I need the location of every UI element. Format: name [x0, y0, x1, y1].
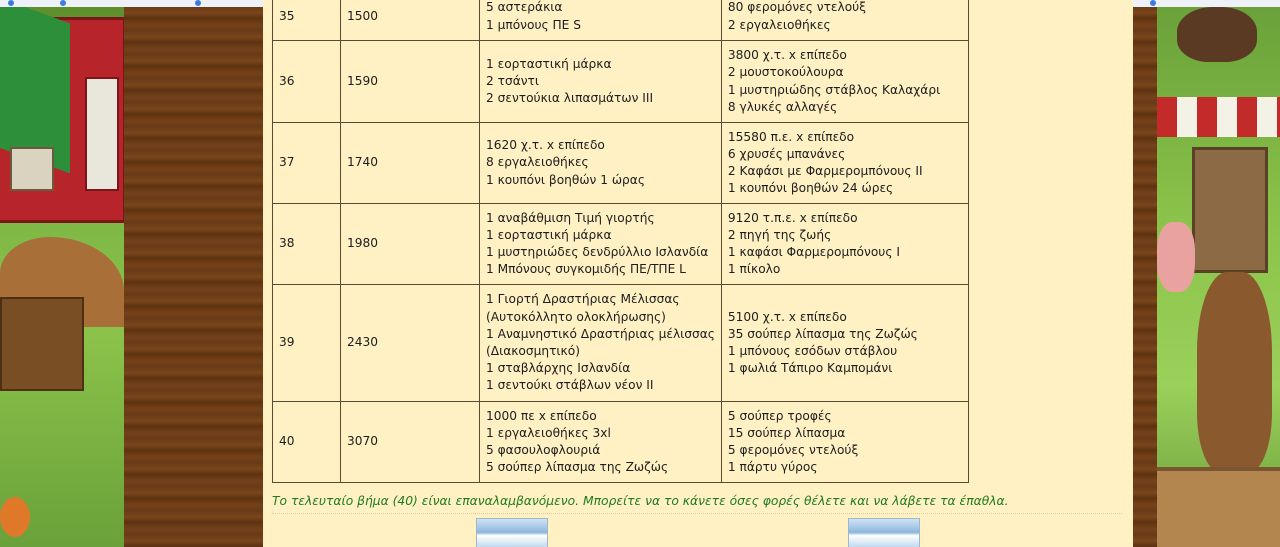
mountain-thumbnail[interactable]: [848, 518, 920, 547]
reward-item: 15 σούπερ λίπασμα: [727, 425, 846, 440]
table-row: [273, 0, 969, 41]
repeat-note: Το τελευταίο βήμα (40) είναι επαναλαμβανόμενο. Μπορείτε να το κάνετε όσες φορές θέλετε και να λάβετε τα έπαθλα.: [272, 494, 1009, 508]
table-row: [273, 41, 969, 123]
reward-item: 35 σούπερ λίπασμα της Ζωζώς: [727, 326, 918, 341]
reward-item: 2 Καφάσι με Φαρμερομπόνους ΙΙ: [727, 164, 923, 178]
cost-cell: [480, 402, 722, 483]
cost-item: 1 Μπόνους συγκομιδής ΠΕ/ΤΠΕ L: [486, 262, 686, 277]
reward-item: 1 κουπόνι βοηθών 24 ώρες: [727, 181, 894, 196]
level-cell: 35: [273, 0, 341, 41]
reward-item: 1 πίκολο: [727, 262, 781, 277]
content-panel: [263, 0, 1133, 547]
bench-image: [0, 297, 84, 391]
cost-item: 1 εορταστική μάρκα: [486, 56, 612, 71]
reward-cell: [721, 123, 968, 204]
cost-item: 5 αστεράκια: [486, 0, 563, 15]
cost-item: 1000 πε x επίπεδο: [486, 408, 597, 423]
level-cell: 40: [273, 402, 341, 483]
cost-item: 1 Γιορτή Δραστήριας Μέλισσας: [486, 292, 680, 307]
reward-item: 5 φερομόνες ντελούξ: [727, 443, 859, 457]
cost-item: 8 εργαλειοθήκες: [486, 155, 589, 170]
reward-item: 2 πηγή της ζωής: [727, 227, 832, 242]
cost-item: 1 εορταστική μάρκα: [486, 227, 612, 242]
reward-item: 9120 τ.π.ε. x επίπεδο: [727, 210, 858, 225]
level-cell: 37: [273, 123, 341, 204]
reward-item: 80 φερομόνες ντελούξ: [727, 0, 867, 15]
pig-image: [1157, 222, 1195, 292]
reward-item: 1 καφάσι Φαρμερομπόνους Ι: [727, 245, 900, 259]
awning-image: [1157, 97, 1280, 137]
cost-item: 1 εργαλειοθήκες 3xl: [486, 425, 611, 440]
reward-cell: [721, 0, 968, 41]
cost-item: 2 τσάντι: [486, 73, 539, 88]
cost-cell: [480, 204, 722, 285]
reward-item: 1 μπόνους εσόδων στάβλου: [727, 344, 898, 358]
reward-item: 15580 π.ε. x επίπεδο: [727, 129, 855, 144]
level-cell: 36: [273, 41, 341, 123]
farm-scene-left: [0, 7, 124, 547]
cost-cell: [480, 0, 722, 41]
cost-item: 1 κουπόνι βοηθών 1 ώρας: [486, 172, 645, 187]
reward-item: 8 γλυκές αλλαγές: [727, 99, 838, 114]
cost-item: 1 σταβλάρχης Ισλανδία: [486, 361, 631, 376]
farm-scene-right: [1157, 7, 1280, 547]
xp-cell: 1740: [341, 123, 480, 204]
xp-cell: 2430: [341, 285, 480, 402]
wood-frame-right: [1133, 7, 1157, 547]
cost-item: 2 σεντούκια λιπασμάτων ΙΙΙ: [486, 91, 654, 106]
reward-item: 1 πάρτυ γύρος: [727, 460, 818, 475]
barn-door: [85, 77, 119, 191]
well-image: [1192, 147, 1268, 273]
divider: [272, 513, 1122, 514]
reward-item: 1 μυστηριώδης στάβλος Καλαχάρι: [727, 82, 941, 97]
level-cell: 39: [273, 285, 341, 402]
reward-item: 2 μουστοκούλουρα: [727, 65, 844, 80]
cost-item: 5 σούπερ λίπασμα της Ζωζώς: [486, 460, 669, 475]
reward-item: 6 χρυσές μπανάνες: [727, 146, 846, 161]
xp-cell: 3070: [341, 402, 480, 483]
table-row: [273, 123, 969, 204]
cost-cell: [480, 285, 722, 402]
level-cell: 38: [273, 204, 341, 285]
cost-item: 1 μυστηριώδες δενδρύλλιο Ισλανδία: [486, 245, 709, 259]
reward-item: 3800 χ.τ. x επίπεδο: [727, 48, 847, 63]
mountain-thumbnail[interactable]: [476, 518, 548, 547]
cost-cell: [480, 123, 722, 204]
cost-item: 1 αναβάθμιση Τιμή γιορτής: [486, 210, 655, 225]
cost-item: 1 μπόνους ΠΕ S: [486, 17, 581, 32]
cost-cell: [480, 41, 722, 123]
reward-cell: [721, 402, 968, 483]
table-row: [273, 285, 969, 402]
fox-image: [0, 497, 30, 537]
reward-cell: [721, 285, 968, 402]
cost-item: 1 Αναμνηστικό Δραστήριας μέλισσας: [486, 326, 715, 341]
cost-item: 5 φασουλοφλουριά: [486, 443, 601, 457]
cost-item: (Αυτοκόλλητο ολοκλήρωσης): [486, 309, 666, 324]
monkey-image: [1197, 272, 1272, 472]
xp-cell: 1980: [341, 204, 480, 285]
cost-item: 1620 χ.τ. x επίπεδο: [486, 138, 605, 153]
reward-item: 2 εργαλειοθήκες: [727, 17, 831, 32]
barn-window: [10, 147, 54, 191]
reward-cell: [721, 41, 968, 123]
reward-item: 5 σούπερ τροφές: [727, 408, 832, 423]
fence-image: [1157, 467, 1280, 547]
reward-item: 1 φωλιά Τάπιρο Καμπομάνι: [727, 361, 893, 376]
rewards-table: [272, 0, 969, 483]
wood-frame-left: [124, 7, 263, 547]
bear-image: [1177, 7, 1257, 62]
table-row: [273, 204, 969, 285]
table-row: [273, 402, 969, 483]
cost-item: 1 σεντούκι στάβλων νέον ΙΙ: [486, 378, 654, 393]
reward-cell: [721, 204, 968, 285]
cost-item: (Διακοσμητικό): [486, 344, 580, 358]
reward-item: 5100 χ.τ. x επίπεδο: [727, 309, 847, 324]
xp-cell: 1500: [341, 0, 480, 41]
xp-cell: 1590: [341, 41, 480, 123]
